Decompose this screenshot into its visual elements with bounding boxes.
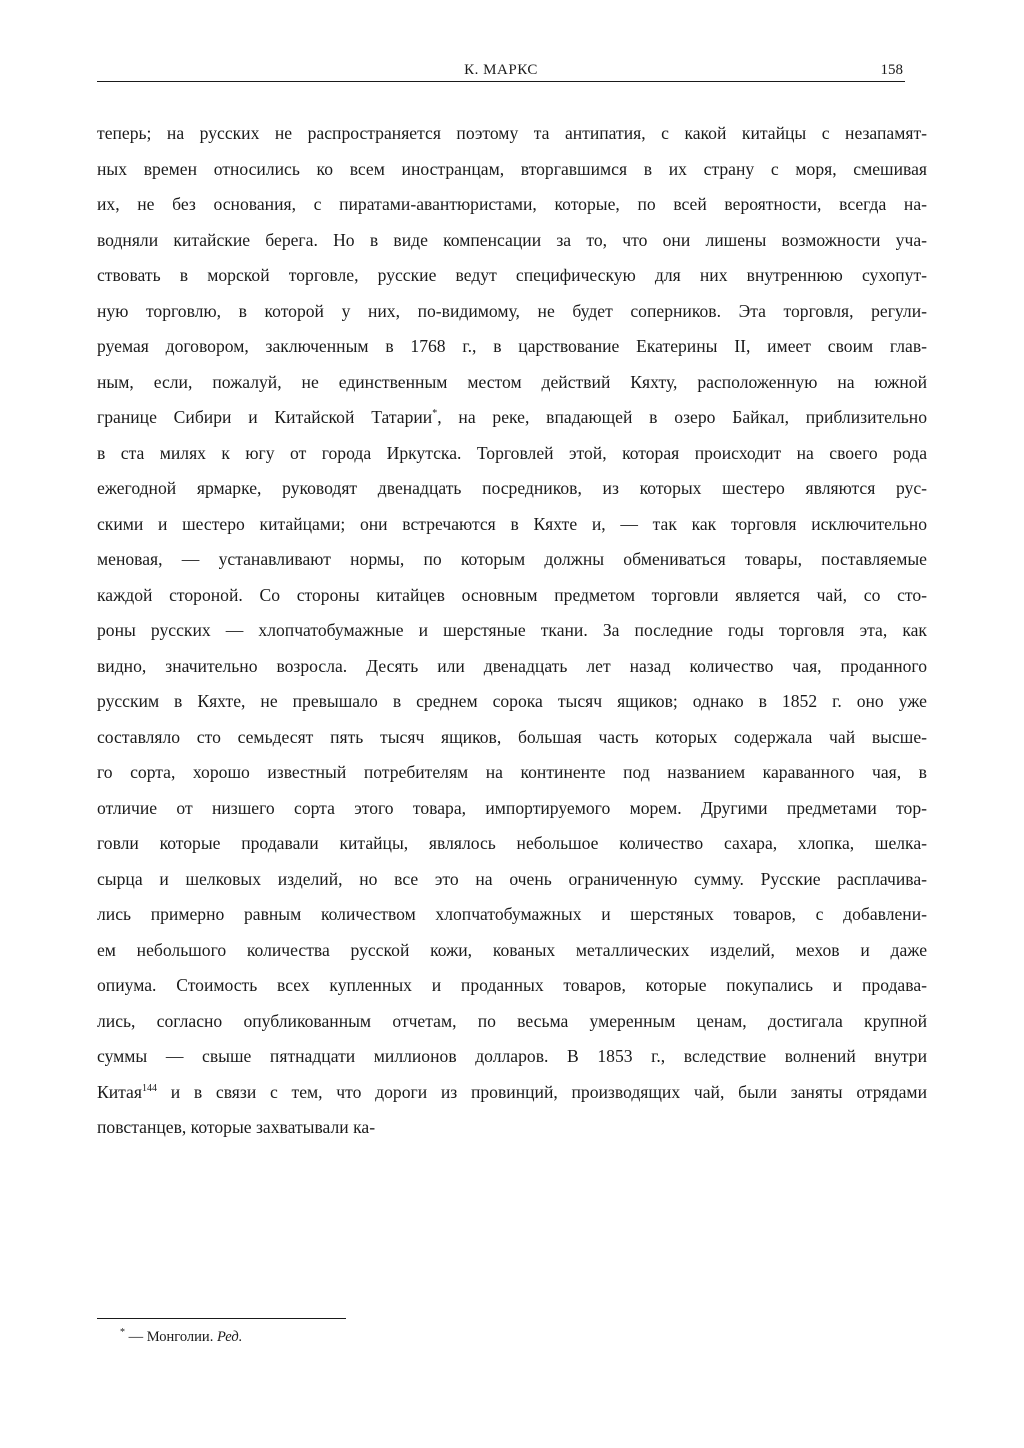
text-line: го сорта, хорошо известный потребителям на континенте под названием караванного чая, в <box>97 762 927 782</box>
text-line: водняли китайские берега. Но в виде компенсации за то, что они лишены возможности уча- <box>97 229 927 250</box>
text-line: отличие от низшего сорта этого товара, импортируемого морем. Другими предметами тор- <box>97 797 927 818</box>
text-line: каждой стороной. Со стороны китайцев основным предметом торговли является чай, со сто- <box>97 584 927 605</box>
text-line: руемая договором, заключенным в 1768 г., в царствование Екатерины II, имеет своим глав- <box>97 336 927 356</box>
text-line: ем небольшого количества русской кожи, кованых металлических изделий, мехов и даже <box>97 939 927 960</box>
text-line-last: повстанцев, которые захватывали ка- <box>97 1117 376 1137</box>
text-line: русским в Кяхте, не превышало в среднем сорока тысяч ящиков; однако в 1852 г. оно уже <box>97 691 927 711</box>
text-line: меновая, — устанавливают нормы, по которым должны обмениваться товары, поставляемые <box>97 549 927 569</box>
header-title: К. МАРКС <box>464 62 538 78</box>
text-line: ствовать в морской торговле, русские ведут специфическую для них внутреннюю сухопут- <box>97 265 927 285</box>
text-line: в ста милях к югу от города Иркутска. Торговлей этой, которая происходит на своего рода <box>97 442 927 463</box>
footnote-editor-mark: Ред. <box>216 1329 243 1345</box>
body-text <box>97 116 927 1146</box>
text-line-with-note <box>97 1075 927 1111</box>
text-line: их, не без основания, с пиратами-авантюристами, которые, по всей вероятности, всегда на- <box>97 194 927 214</box>
line-text: , на реке, впадающей в озеро Байкал, приблизительно <box>437 407 928 427</box>
text-line: скими и шестеро китайцами; они встречаются в Кяхте и, — так как торговля исключительно <box>97 513 927 534</box>
line-text: границе Сибири и Китайской Татарии <box>97 407 433 427</box>
text-line: опиума. Стоимость всех купленных и проданных товаров, которые покупались и продава- <box>97 975 927 995</box>
text-line: лись, согласно опубликованным отчетам, по весьма умеренным ценам, достигала крупной <box>97 1010 927 1031</box>
footnote-text: — Монголии. <box>125 1329 217 1345</box>
footnote-reference: * <box>432 408 438 420</box>
text-line: суммы — свыше пятнадцати миллионов долларов. В 1853 г., вследствие волнений внутри <box>97 1046 927 1066</box>
text-line: теперь; на русских не распространяется поэтому та антипатия, с какой китайцы с незапамят- <box>97 123 927 143</box>
text-line: ную торговлю, в которой у них, по-видимому, не будет соперников. Эта торговля, регули- <box>97 300 927 321</box>
text-line-with-footnote <box>97 400 927 436</box>
line-text: Китая <box>97 1081 142 1102</box>
text-line: составляло сто семьдесят пять тысяч ящиков, большая часть которых содержала чай высше- <box>97 726 927 747</box>
footnote-mark: * <box>120 1327 125 1339</box>
text-line: роны русских — хлопчатобумажные и шерстяные ткани. За последние годы торговля эта, как <box>97 620 927 640</box>
text-line: ных времен относились ко всем иностранцам, вторгавшимся в их страну с моря, смешивая <box>97 158 927 179</box>
text-line: ежегодной ярмарке, руководят двенадцать посредников, из которых шестеро являются рус- <box>97 478 927 498</box>
editorial-note-number: 144 <box>141 1082 157 1094</box>
text-line: лись примерно равным количеством хлопчатобумажных и шерстяных товаров, с добавлени- <box>97 904 927 924</box>
text-line: сырца и шелковых изделий, но все это на очень ограниченную сумму. Русские расплачива- <box>97 868 927 889</box>
footnote <box>120 1326 242 1348</box>
text-line: видно, значительно возросла. Десять или двенадцать лет назад количество чая, проданного <box>97 655 927 676</box>
page-number: 158 <box>880 62 903 78</box>
running-header <box>97 61 905 82</box>
text-line: ным, если, пожалуй, не единственным местом действий Кяхту, расположенную на южной <box>97 371 927 392</box>
line-text: и в связи с тем, что дороги из провинций, производящих чай, были заняты отрядами <box>156 1081 927 1102</box>
footnote-separator <box>97 1318 346 1319</box>
text-line: говли которые продавали китайцы, являлось небольшое количество сахара, хлопка, шелка- <box>97 833 927 853</box>
